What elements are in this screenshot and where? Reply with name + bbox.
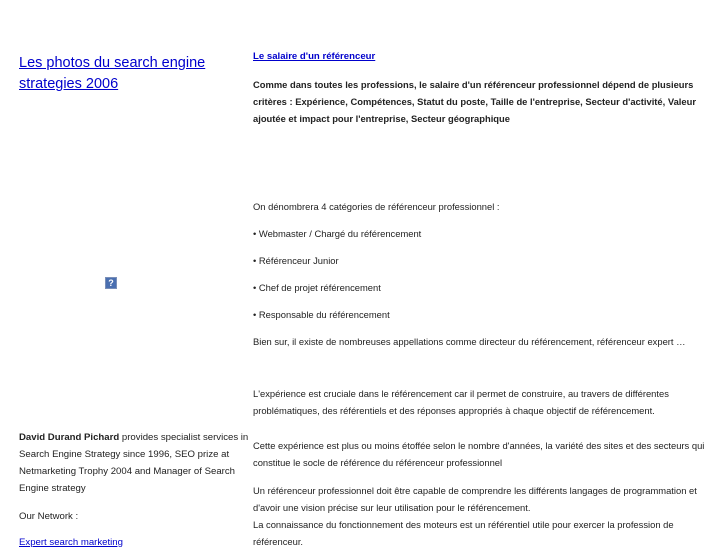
list-item: • Chef de projet référencement bbox=[253, 282, 381, 293]
author-name: David Durand Pichard bbox=[19, 432, 120, 443]
list-item: • Référenceur Junior bbox=[253, 255, 339, 266]
paragraph-capable: Un référenceur professionnel doit être capable de comprendre les différents langages de programmation et d'avoir une vision précise sur leur utilisation pour le référencement. bbox=[253, 485, 697, 513]
paragraph-experience: L'expérience est cruciale dans le référencement car il permet de construire, au travers de différentes problématiques, des référentiels et des réponses appropriés à chaque objectif de référencement. bbox=[253, 388, 669, 416]
author-bio-text: provides specialist services in Search Engine Strategy since 1996, SEO prize at Netmarketing Trophy 2004 and Manager of Search Engine strategy bbox=[19, 432, 249, 494]
list-item: • Responsable du référencement bbox=[253, 309, 390, 320]
paragraph-appellations: Bien sur, il existe de nombreuses appellations comme directeur du référencement, référenceur expert … bbox=[253, 336, 686, 347]
expert-search-marketing-link[interactable]: Expert search marketing bbox=[19, 537, 123, 548]
paragraph-categories: On dénombrera 4 catégories de référenceur professionnel : bbox=[253, 201, 500, 212]
author-bio bbox=[19, 429, 253, 497]
paragraph-connaissance: La connaissance du fonctionnement des moteurs est un référentiel utile pour exercer la profession de référenceur. bbox=[253, 519, 674, 547]
article-title-link[interactable]: Le salaire d'un référenceur bbox=[253, 51, 376, 62]
network-label: Our Network : bbox=[19, 511, 79, 522]
list-item: • Webmaster / Chargé du référencement bbox=[253, 228, 422, 239]
paragraph-etoffee: Cette expérience est plus ou moins étoffée selon le nombre d'années, la variété des sites et des secteurs qui constitue le socle de référence du référenceur professionnel bbox=[253, 440, 705, 468]
broken-image-icon: ? bbox=[105, 277, 117, 289]
photos-link[interactable]: Les photos du search engine strategies 2006 bbox=[19, 55, 206, 92]
article-intro: Comme dans toutes les professions, le salaire d'un référenceur professionnel dépend de plusieurs critères : Expérience, Compétences, Statut du poste, Taille de l'entreprise, Secteur d'activité, Valeur ajoutée et impact pour l'entreprise, Secteur géographique bbox=[253, 79, 696, 124]
